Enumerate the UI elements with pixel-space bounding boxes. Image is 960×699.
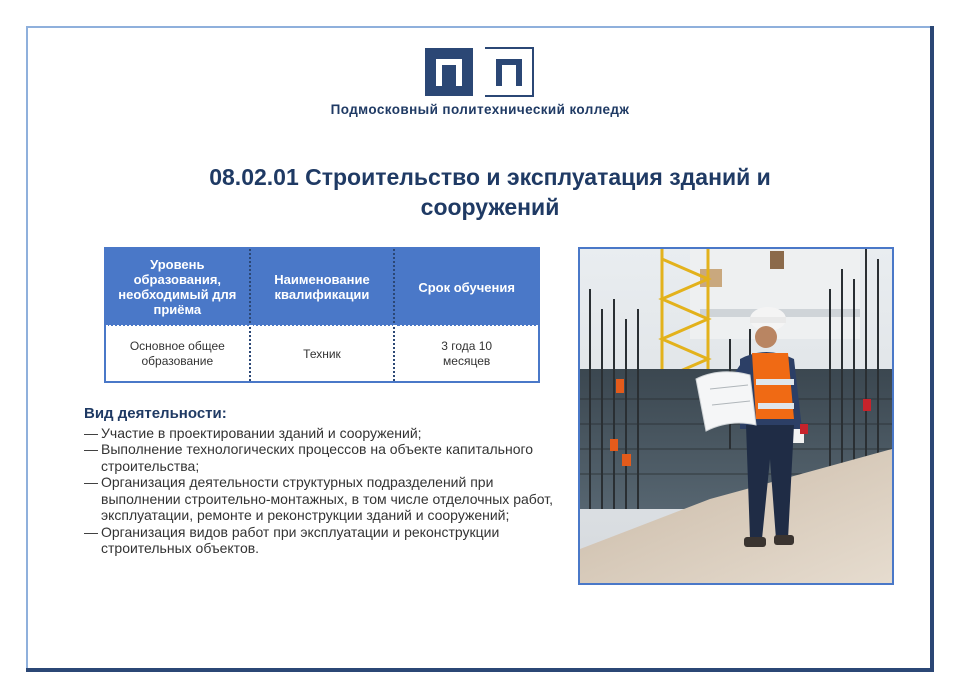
dash-bullet: —: [84, 523, 98, 540]
column-header-education-level: Уровень образования, необходимый для приёма: [105, 248, 250, 326]
cell-duration: [394, 326, 539, 382]
construction-photo: [578, 247, 894, 585]
college-name: Подмосковный политехнический колледж: [330, 102, 630, 117]
activity-section: [84, 406, 554, 557]
column-header-duration: Срок обучения: [394, 248, 539, 326]
list-item: [84, 474, 554, 524]
duration-text: 3 года 10 месяцев: [441, 339, 493, 368]
cell-education-level: Основное общее образование: [105, 326, 250, 382]
program-table: [104, 247, 540, 383]
dash-bullet: —: [84, 441, 98, 457]
list-item: [84, 524, 554, 557]
table-row: [105, 326, 539, 382]
column-header-qualification: Наименование квалификации: [250, 248, 395, 326]
table-header-row: [105, 248, 539, 326]
list-item: [84, 425, 554, 442]
frame-shadow-right: [930, 26, 934, 672]
frame-shadow-bottom: [26, 668, 932, 672]
activity-list: [84, 425, 554, 557]
activity-item-text: Организация деятельности структурных подразделений при выполнении строительно-монтажных, в том числе отделочных работ, эксплуатации, ремонте и реконструкции зданий и сооружений;: [101, 474, 554, 523]
dash-bullet: —: [84, 424, 98, 441]
activity-item-text: Участие в проектировании зданий и сооружений;: [101, 424, 422, 441]
page-title: 08.02.01 Строительство и эксплуатация зданий и сооружений: [209, 164, 771, 220]
dash-bullet: —: [84, 474, 98, 490]
list-item: [84, 441, 554, 474]
cell-qualification: Техник: [250, 326, 395, 382]
activity-item-text: Выполнение технологических процессов на объекте капитального строительства;: [101, 441, 534, 474]
college-logo: [425, 46, 535, 98]
activity-item-text: Организация видов работ при эксплуатации и реконструкции строительных объектов.: [101, 523, 500, 556]
activity-heading: Вид деятельности:: [84, 405, 227, 422]
